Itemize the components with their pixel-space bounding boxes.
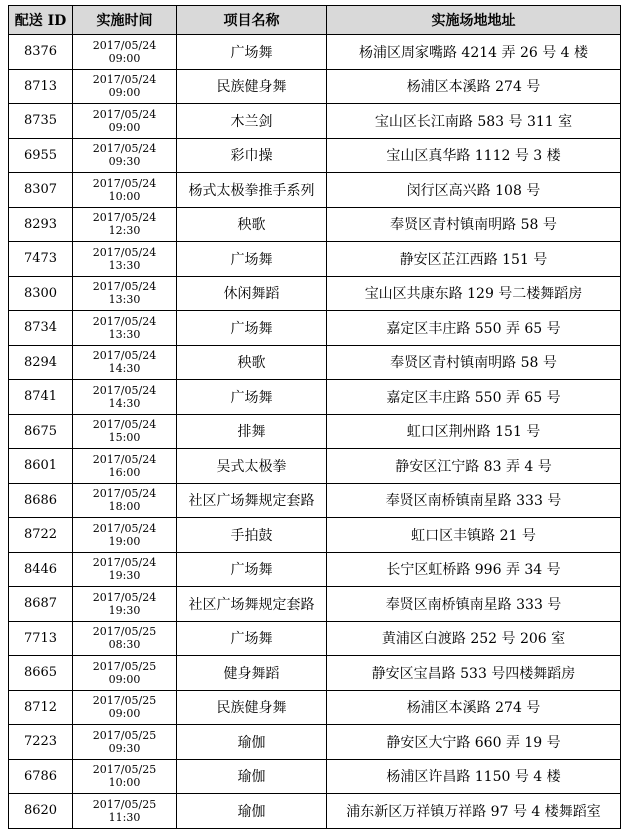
header-row: [9, 6, 621, 35]
clock-text: 09:00: [108, 86, 141, 100]
delivery-id-cell: 8722: [9, 518, 73, 553]
header-delivery-id: 配送 ID: [9, 6, 73, 35]
delivery-id-cell: 8376: [9, 35, 73, 70]
time-cell: [73, 587, 177, 622]
date-text: 2017/05/24: [92, 38, 157, 52]
time-cell: [73, 138, 177, 173]
venue-address-cell: 浦东新区万祥镇万祥路 97 号 4 楼舞蹈室: [327, 794, 621, 829]
venue-address-cell: 奉贤区南桥镇南星路 333 号: [327, 587, 621, 622]
project-name-cell: 健身舞蹈: [177, 656, 327, 691]
date-text: 2017/05/24: [92, 556, 157, 570]
venue-address-cell: 闵行区高兴路 108 号: [327, 173, 621, 208]
venue-address-cell: 虹口区荆州路 151 号: [327, 414, 621, 449]
delivery-id-cell: 8307: [9, 173, 73, 208]
delivery-id-cell: 8713: [9, 69, 73, 104]
project-name-cell: 杨式太极拳推手系列: [177, 173, 327, 208]
date-text: 2017/05/25: [92, 625, 157, 639]
clock-text: 10:00: [108, 189, 141, 203]
venue-address-cell: 奉贤区青村镇南明路 58 号: [327, 345, 621, 380]
clock-text: 13:30: [108, 293, 141, 307]
date-text: 2017/05/24: [92, 590, 157, 604]
clock-text: 15:00: [108, 431, 141, 445]
clock-text: 10:00: [108, 776, 141, 790]
clock-text: 11:30: [108, 810, 141, 824]
project-name-cell: 手拍鼓: [177, 518, 327, 553]
table-row: [9, 587, 621, 622]
venue-address-cell: 杨浦区本溪路 274 号: [327, 69, 621, 104]
clock-text: 09:30: [108, 741, 141, 755]
table-row: [9, 242, 621, 277]
table-row: [9, 794, 621, 829]
date-text: 2017/05/24: [92, 521, 157, 535]
table-row: [9, 35, 621, 70]
time-cell: [73, 242, 177, 277]
project-name-cell: 排舞: [177, 414, 327, 449]
table-row: [9, 449, 621, 484]
time-cell: [73, 794, 177, 829]
delivery-id-cell: 8687: [9, 587, 73, 622]
venue-address-cell: 杨浦区周家嘴路 4214 弄 26 号 4 楼: [327, 35, 621, 70]
venue-address-cell: 虹口区丰镇路 21 号: [327, 518, 621, 553]
clock-text: 09:00: [108, 707, 141, 721]
delivery-id-cell: 8741: [9, 380, 73, 415]
delivery-id-cell: 8293: [9, 207, 73, 242]
date-text: 2017/05/24: [92, 418, 157, 432]
clock-text: 09:00: [108, 51, 141, 65]
clock-text: 08:30: [108, 638, 141, 652]
clock-text: 12:30: [108, 224, 141, 238]
venue-address-cell: 长宁区虹桥路 996 弄 34 号: [327, 552, 621, 587]
time-cell: [73, 552, 177, 587]
table-row: [9, 138, 621, 173]
table-row: [9, 690, 621, 725]
date-text: 2017/05/24: [92, 452, 157, 466]
project-name-cell: 广场舞: [177, 311, 327, 346]
clock-text: 09:00: [108, 672, 141, 686]
time-cell: [73, 449, 177, 484]
table-row: [9, 104, 621, 139]
clock-text: 13:30: [108, 327, 141, 341]
table-row: [9, 311, 621, 346]
project-name-cell: 瑜伽: [177, 794, 327, 829]
schedule-table: [8, 5, 621, 829]
delivery-id-cell: 8665: [9, 656, 73, 691]
time-cell: [73, 207, 177, 242]
table-row: [9, 173, 621, 208]
delivery-id-cell: 7713: [9, 621, 73, 656]
table-row: [9, 621, 621, 656]
delivery-id-cell: 8735: [9, 104, 73, 139]
table-row: [9, 414, 621, 449]
table-row: [9, 518, 621, 553]
project-name-cell: 休闲舞蹈: [177, 276, 327, 311]
venue-address-cell: 静安区芷江西路 151 号: [327, 242, 621, 277]
table-row: [9, 656, 621, 691]
venue-address-cell: 静安区大宁路 660 弄 19 号: [327, 725, 621, 760]
venue-address-cell: 奉贤区青村镇南明路 58 号: [327, 207, 621, 242]
project-name-cell: 民族健身舞: [177, 690, 327, 725]
delivery-id-cell: 8300: [9, 276, 73, 311]
venue-address-cell: 嘉定区丰庄路 550 弄 65 号: [327, 380, 621, 415]
clock-text: 13:30: [108, 258, 141, 272]
table-row: [9, 380, 621, 415]
date-text: 2017/05/25: [92, 797, 157, 811]
date-text: 2017/05/24: [92, 73, 157, 87]
time-cell: [73, 69, 177, 104]
date-text: 2017/05/24: [92, 487, 157, 501]
clock-text: 14:30: [108, 362, 141, 376]
date-text: 2017/05/25: [92, 659, 157, 673]
clock-text: 09:00: [108, 120, 141, 134]
time-cell: [73, 759, 177, 794]
venue-address-cell: 嘉定区丰庄路 550 弄 65 号: [327, 311, 621, 346]
table-row: [9, 345, 621, 380]
delivery-id-cell: 8446: [9, 552, 73, 587]
venue-address-cell: 宝山区真华路 1112 号 3 楼: [327, 138, 621, 173]
header-venue-address: 实施场地地址: [327, 6, 621, 35]
project-name-cell: 木兰剑: [177, 104, 327, 139]
time-cell: [73, 621, 177, 656]
table-row: [9, 276, 621, 311]
delivery-id-cell: 7223: [9, 725, 73, 760]
clock-text: 18:00: [108, 500, 141, 514]
time-cell: [73, 311, 177, 346]
date-text: 2017/05/24: [92, 280, 157, 294]
time-cell: [73, 483, 177, 518]
table-row: [9, 552, 621, 587]
date-text: 2017/05/24: [92, 383, 157, 397]
venue-address-cell: 宝山区长江南路 583 号 311 室: [327, 104, 621, 139]
venue-address-cell: 宝山区共康东路 129 号二楼舞蹈房: [327, 276, 621, 311]
delivery-id-cell: 8620: [9, 794, 73, 829]
time-cell: [73, 725, 177, 760]
time-cell: [73, 656, 177, 691]
delivery-id-cell: 7473: [9, 242, 73, 277]
venue-address-cell: 静安区宝昌路 533 号四楼舞蹈房: [327, 656, 621, 691]
venue-address-cell: 杨浦区许昌路 1150 号 4 楼: [327, 759, 621, 794]
project-name-cell: 广场舞: [177, 552, 327, 587]
delivery-id-cell: 8601: [9, 449, 73, 484]
delivery-id-cell: 8712: [9, 690, 73, 725]
delivery-id-cell: 8686: [9, 483, 73, 518]
project-name-cell: 民族健身舞: [177, 69, 327, 104]
clock-text: 14:30: [108, 396, 141, 410]
delivery-id-cell: 8294: [9, 345, 73, 380]
date-text: 2017/05/24: [92, 349, 157, 363]
table-row: [9, 759, 621, 794]
project-name-cell: 秧歌: [177, 345, 327, 380]
clock-text: 16:00: [108, 465, 141, 479]
clock-text: 09:30: [108, 155, 141, 169]
date-text: 2017/05/25: [92, 763, 157, 777]
time-cell: [73, 414, 177, 449]
clock-text: 19:00: [108, 534, 141, 548]
time-cell: [73, 380, 177, 415]
venue-address-cell: 杨浦区本溪路 274 号: [327, 690, 621, 725]
table-row: [9, 483, 621, 518]
date-text: 2017/05/24: [92, 245, 157, 259]
date-text: 2017/05/24: [92, 211, 157, 225]
delivery-id-cell: 8734: [9, 311, 73, 346]
time-cell: [73, 518, 177, 553]
delivery-id-cell: 6786: [9, 759, 73, 794]
time-cell: [73, 690, 177, 725]
project-name-cell: 广场舞: [177, 621, 327, 656]
table-row: [9, 69, 621, 104]
delivery-id-cell: 6955: [9, 138, 73, 173]
venue-address-cell: 奉贤区南桥镇南星路 333 号: [327, 483, 621, 518]
table-row: [9, 725, 621, 760]
header-time: 实施时间: [73, 6, 177, 35]
date-text: 2017/05/25: [92, 728, 157, 742]
date-text: 2017/05/24: [92, 107, 157, 121]
date-text: 2017/05/24: [92, 142, 157, 156]
time-cell: [73, 104, 177, 139]
date-text: 2017/05/25: [92, 694, 157, 708]
time-cell: [73, 345, 177, 380]
clock-text: 19:30: [108, 569, 141, 583]
time-cell: [73, 173, 177, 208]
project-name-cell: 广场舞: [177, 380, 327, 415]
project-name-cell: 瑜伽: [177, 759, 327, 794]
date-text: 2017/05/24: [92, 314, 157, 328]
clock-text: 19:30: [108, 603, 141, 617]
project-name-cell: 社区广场舞规定套路: [177, 483, 327, 518]
header-project-name: 项目名称: [177, 6, 327, 35]
time-cell: [73, 276, 177, 311]
venue-address-cell: 黄浦区白渡路 252 号 206 室: [327, 621, 621, 656]
project-name-cell: 社区广场舞规定套路: [177, 587, 327, 622]
project-name-cell: 瑜伽: [177, 725, 327, 760]
project-name-cell: 吴式太极拳: [177, 449, 327, 484]
table-row: [9, 207, 621, 242]
project-name-cell: 广场舞: [177, 35, 327, 70]
project-name-cell: 广场舞: [177, 242, 327, 277]
time-cell: [73, 35, 177, 70]
venue-address-cell: 静安区江宁路 83 弄 4 号: [327, 449, 621, 484]
delivery-id-cell: 8675: [9, 414, 73, 449]
date-text: 2017/05/24: [92, 176, 157, 190]
project-name-cell: 彩巾操: [177, 138, 327, 173]
project-name-cell: 秧歌: [177, 207, 327, 242]
